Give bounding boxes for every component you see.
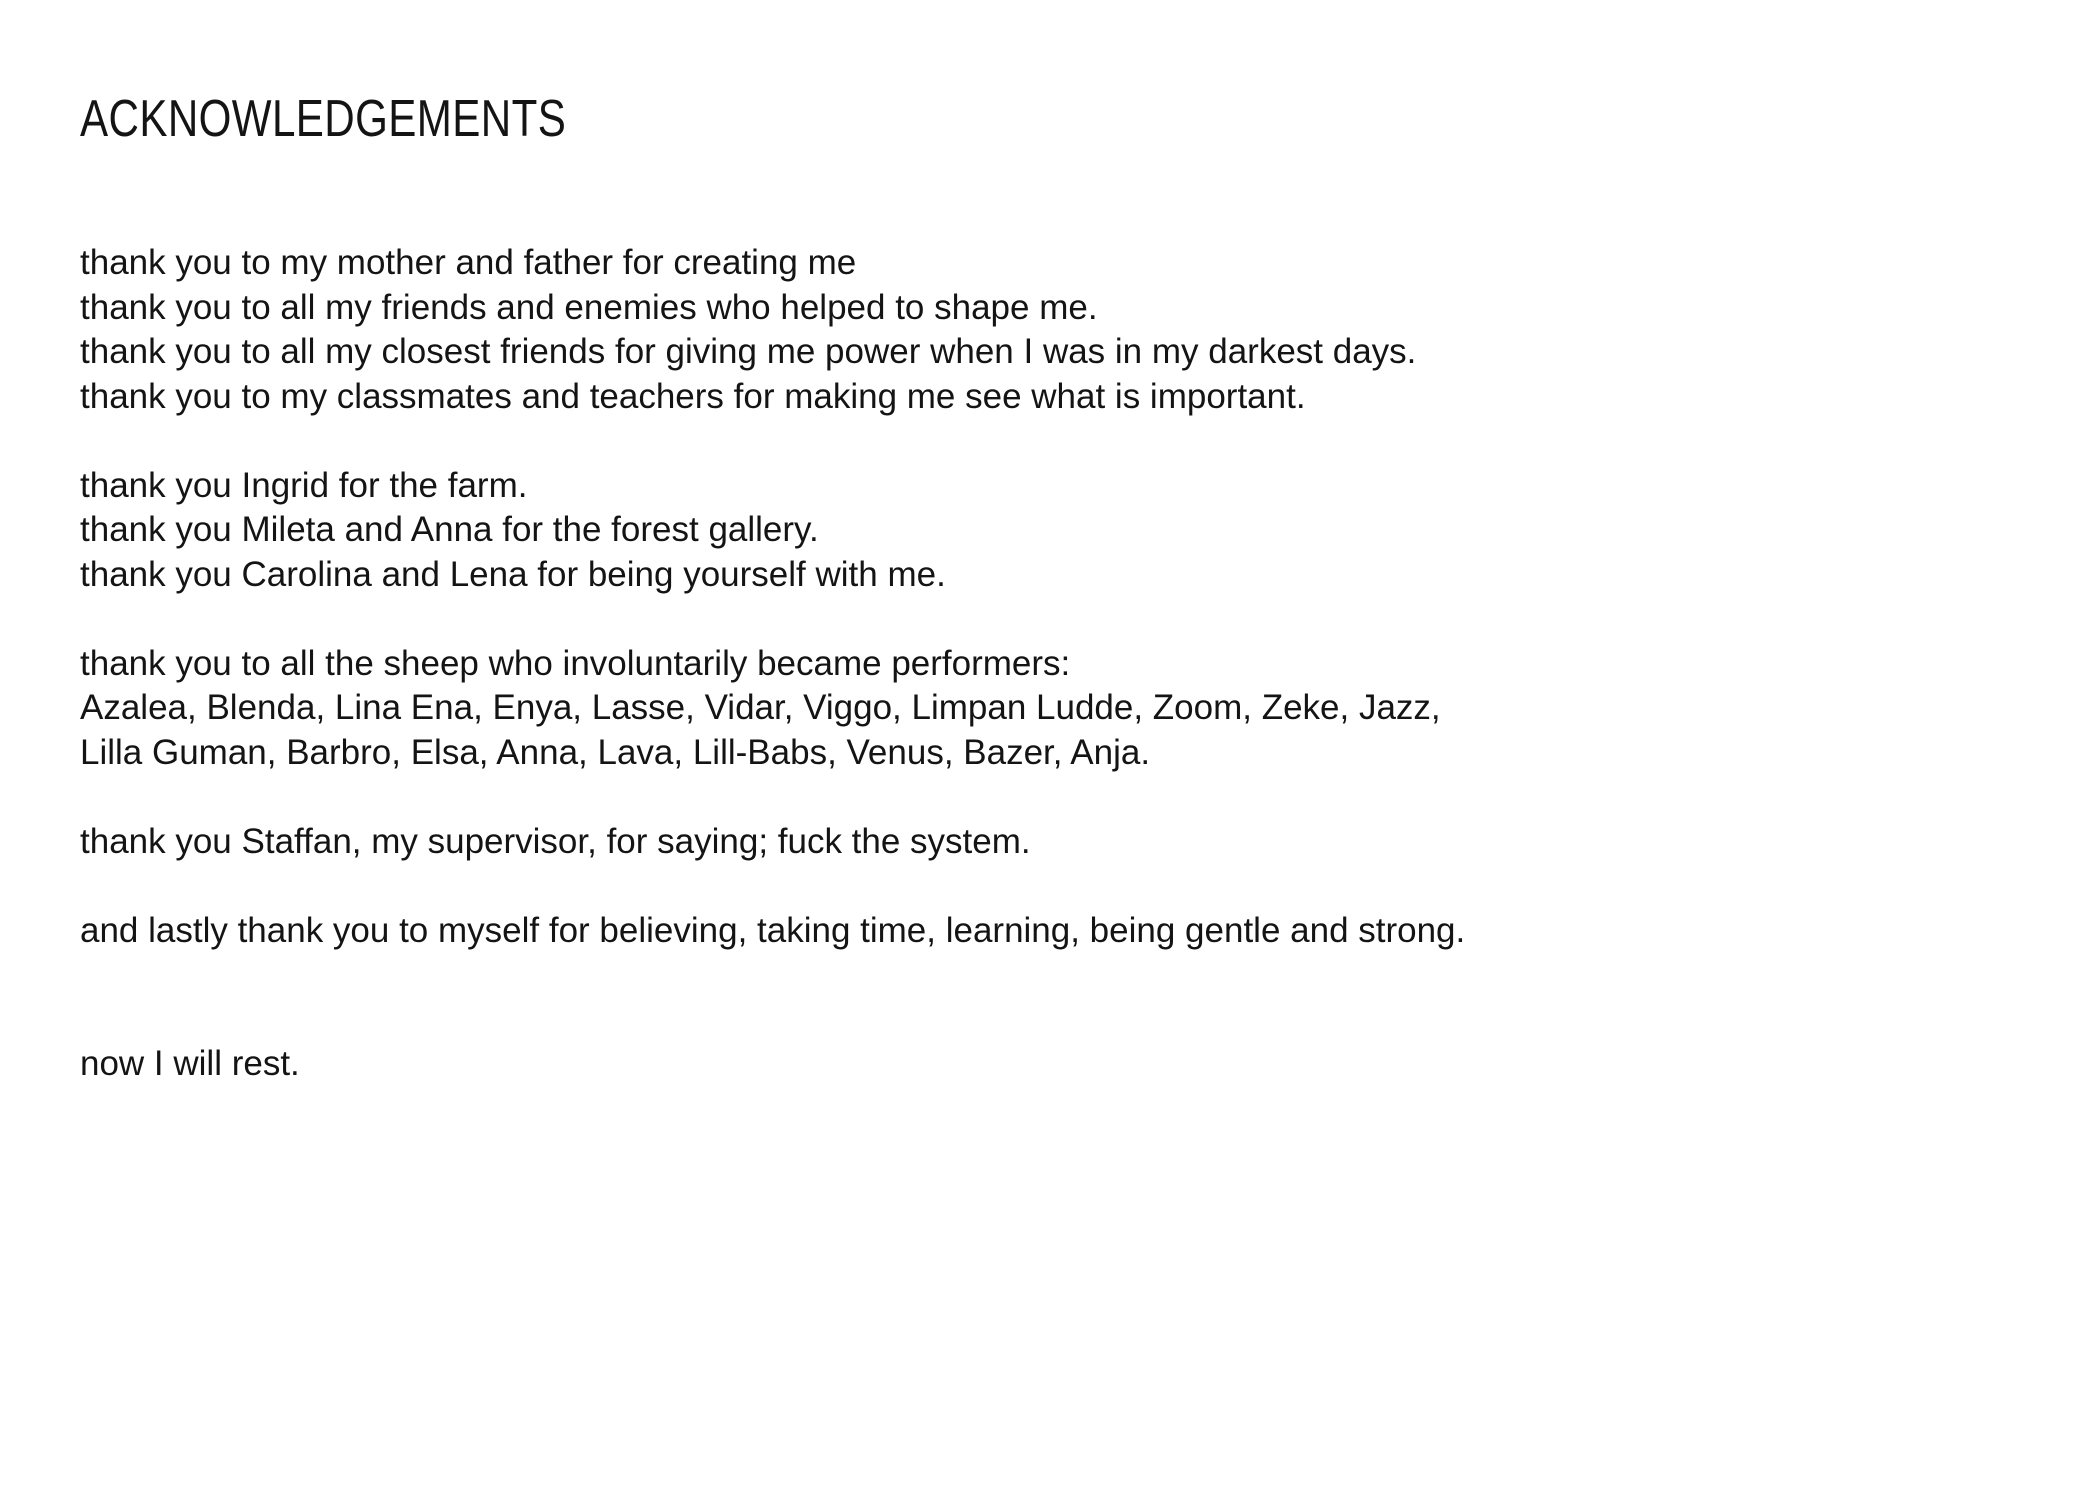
blank-line [80, 597, 1465, 642]
text-line: thank you Ingrid for the farm. [80, 465, 528, 505]
acknowledgements-text [80, 241, 1465, 1087]
blank-line [80, 864, 1465, 909]
text-line: thank you to my classmates and teachers for making me see what is important. [80, 376, 1306, 416]
text-line: thank you to my mother and father for creating me [80, 243, 857, 282]
text-line: Lilla Guman, Barbro, Elsa, Anna, Lava, Lill-Babs, Venus, Bazer, Anja. [80, 732, 1151, 772]
text-line: thank you Carolina and Lena for being yourself with me. [80, 554, 946, 594]
text-line: Azalea, Blenda, Lina Ena, Enya, Lasse, Vidar, Viggo, Limpan Ludde, Zoom, Zeke, Jazz, [80, 688, 1441, 727]
blank-line [80, 775, 1465, 820]
text-line: thank you to all the sheep who involuntarily became performers: [80, 643, 1071, 683]
text-line: now I will rest. [80, 1044, 300, 1083]
blank-line [80, 953, 1465, 998]
text-line: thank you to all my closest friends for giving me power when I was in my darkest days. [80, 332, 1417, 371]
text-line: thank you to all my friends and enemies who helped to shape me. [80, 287, 1098, 327]
text-line: thank you Staffan, my supervisor, for saying; fuck the system. [80, 821, 1031, 861]
text-line: thank you Mileta and Anna for the forest gallery. [80, 510, 819, 549]
blank-line [80, 419, 1465, 464]
blank-line [80, 998, 1465, 1043]
text-line: and lastly thank you to myself for believing, taking time, learning, being gentle and strong. [80, 910, 1466, 950]
page-title: ACKNOWLEDGEMENTS [80, 90, 567, 148]
